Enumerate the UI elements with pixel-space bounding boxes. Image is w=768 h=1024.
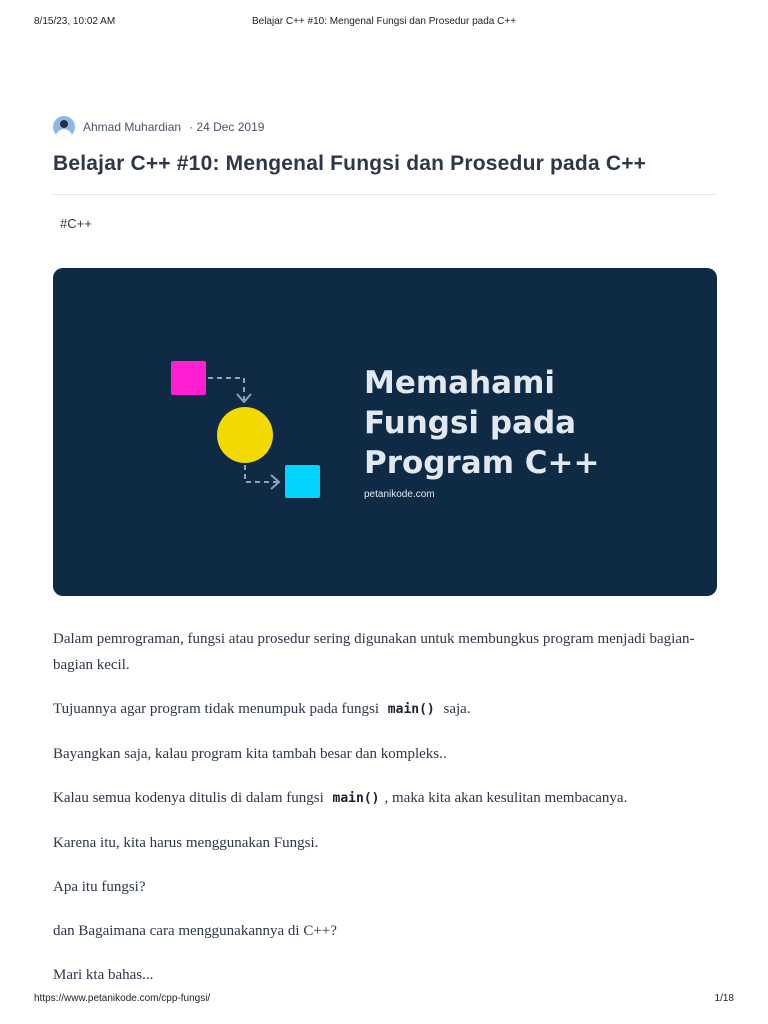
paragraph: Apa itu fungsi? — [53, 879, 146, 895]
output-square-icon — [285, 465, 320, 498]
paragraph: Tujuannya agar program tidak menumpuk pada fungsi main() saja. — [53, 701, 471, 717]
author-name[interactable]: Ahmad Muhardian — [83, 120, 182, 134]
hero-image — [53, 268, 717, 596]
article-title: Belajar C++ #10: Mengenal Fungsi dan Prosedur pada C++ — [53, 152, 647, 175]
inline-code: main() — [387, 702, 435, 717]
paragraph: dan Bagaimana cara menggunakannya di C++? — [53, 923, 337, 939]
paragraph: Mari kta bahas... — [53, 967, 154, 983]
print-footer — [0, 993, 768, 1007]
print-datetime: 8/15/23, 10:02 AM — [34, 16, 116, 27]
paragraph: Karena itu, kita harus menggunakan Fungsi. — [53, 835, 319, 851]
print-page-title: Belajar C++ #10: Mengenal Fungsi dan Prosedur pada C++ — [251, 16, 517, 27]
paragraph: Bayangkan saja, kalau program kita tambah besar dan kompleks.. — [53, 746, 447, 762]
hero-title — [364, 363, 694, 483]
inline-code: main() — [332, 791, 380, 806]
dashed-arrow-right-icon — [245, 465, 277, 482]
print-page-number: 1/18 — [714, 993, 734, 1004]
hero-title-line: Program C++ — [364, 445, 600, 481]
publish-date: · 24 Dec 2019 — [189, 120, 265, 134]
article-body — [53, 626, 723, 1006]
input-square-icon — [171, 361, 206, 395]
article-meta — [53, 116, 264, 138]
title-divider — [53, 194, 717, 195]
paragraph: Kalau semua kodenya ditulis di dalam fungsi main() , maka kita akan kesulitan membacanya. — [53, 790, 628, 806]
author-avatar[interactable] — [53, 116, 75, 138]
tag-cpp[interactable]: #C++ — [60, 216, 92, 231]
hero-title-line: Fungsi pada — [364, 405, 577, 441]
paragraph: Dalam pemrograman, fungsi atau prosedur sering digunakan untuk membungkus program menjadi bagian-bagian kecil. — [53, 631, 695, 673]
print-url[interactable]: https://www.petanikode.com/cpp-fungsi/ — [34, 993, 211, 1004]
hero-site-name: petanikode.com — [364, 489, 435, 500]
process-circle-icon — [217, 407, 273, 463]
print-header — [0, 16, 768, 30]
hero-title-line: Memahami — [364, 365, 556, 401]
